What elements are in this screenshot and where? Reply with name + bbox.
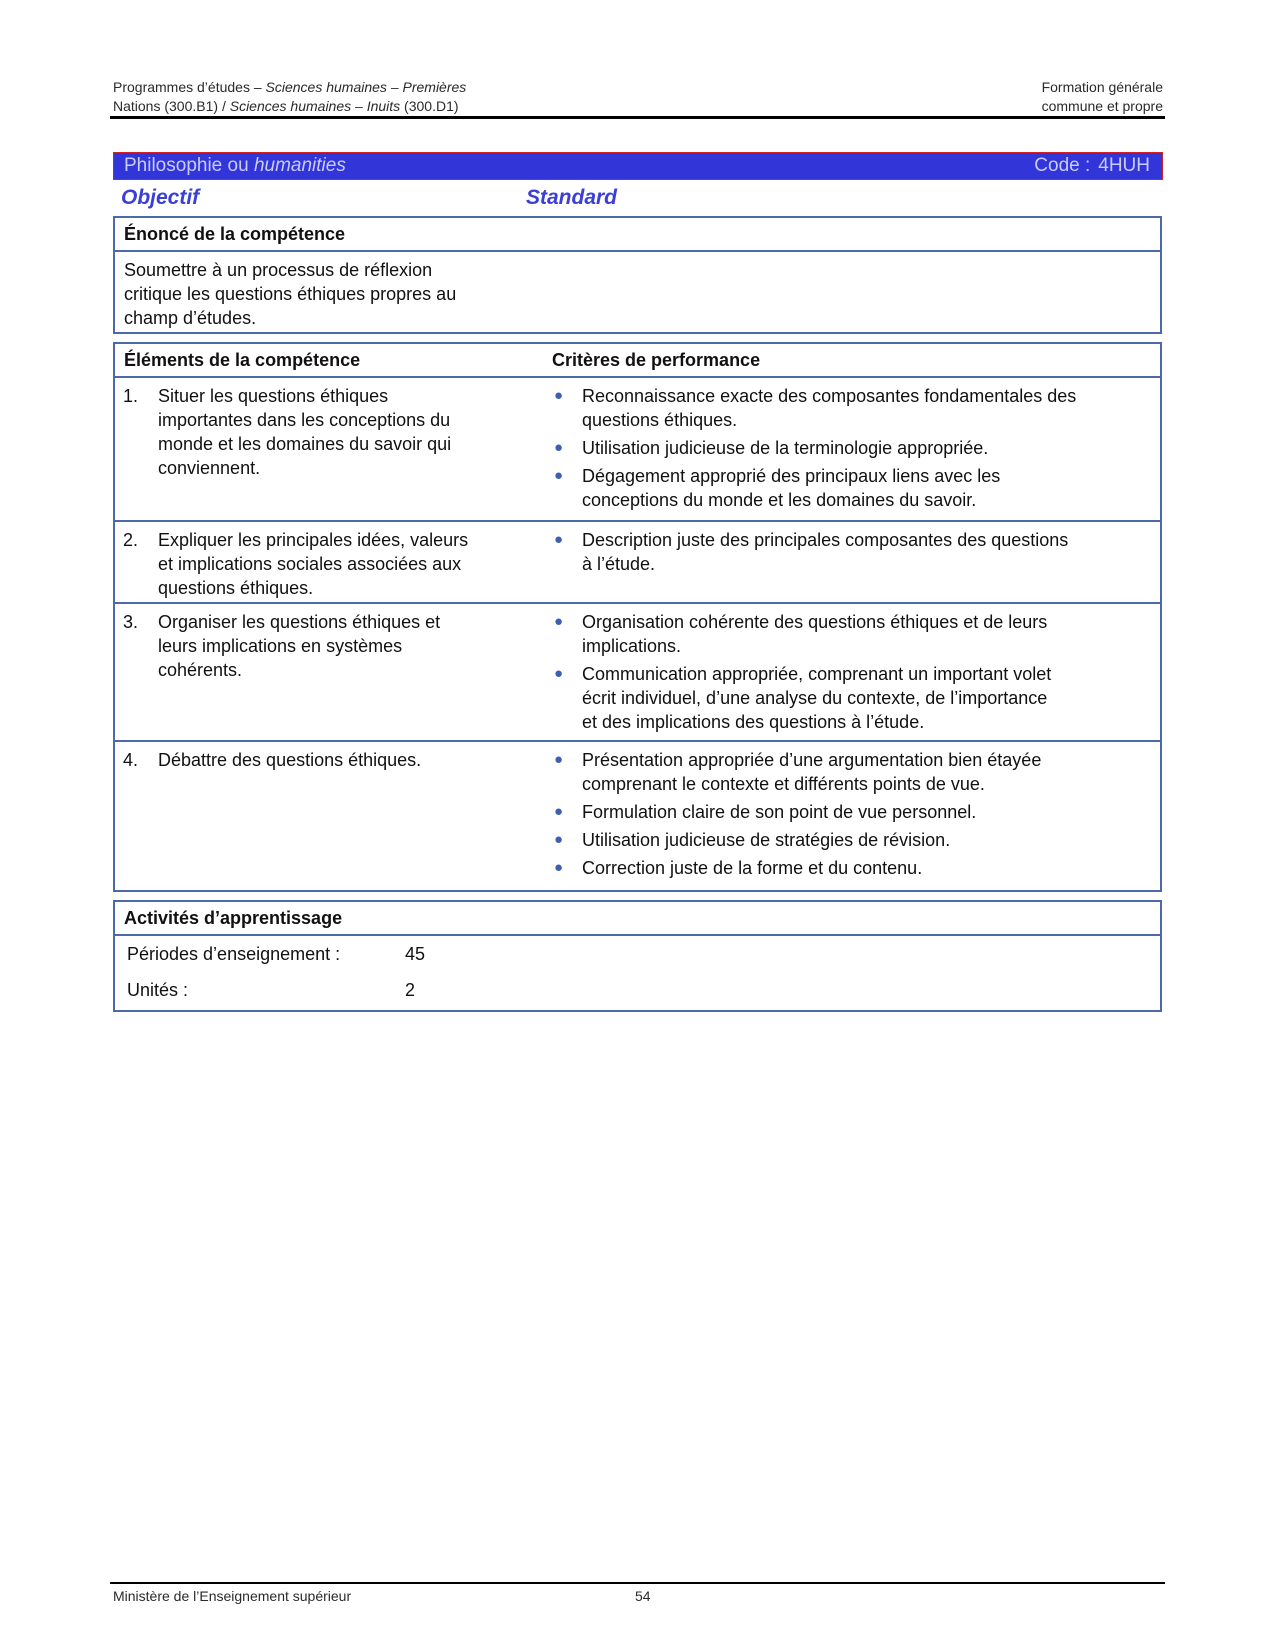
units-row — [115, 972, 1160, 1008]
element-number: 2. — [123, 530, 139, 550]
criterion-line: Utilisation judicieuse de stratégies de révision. — [582, 830, 951, 850]
standard-label: Standard — [526, 186, 618, 209]
element-line: Organiser les questions éthiques et — [158, 612, 441, 632]
competency-row — [115, 604, 1160, 742]
criterion — [552, 748, 1152, 796]
criterion-line: Dégagement approprié des principaux liens avec les — [582, 466, 1001, 486]
element-number: 4. — [123, 750, 139, 770]
statement-line: Soumettre à un processus de réflexion — [124, 260, 433, 280]
element-line: et implications sociales associées aux — [158, 554, 462, 574]
criterion-line: et des implications des questions à l’étude. — [582, 712, 925, 732]
element-line: Expliquer les principales idées, valeurs — [158, 530, 469, 550]
criterion — [552, 384, 1152, 432]
subject-connector: ou — [227, 155, 249, 176]
code-label: Code : — [1034, 155, 1091, 176]
header-l2-plain: Nations (300.B1) / — [113, 98, 230, 114]
criterion-line: à l’étude. — [582, 554, 656, 574]
criterion — [552, 528, 1152, 576]
criterion — [552, 464, 1152, 512]
criterion-line: écrit individuel, d’une analyse du contexte, de l’importance — [582, 688, 1048, 708]
statement-box — [113, 216, 1162, 334]
running-header — [113, 78, 1163, 116]
criteria-cell — [552, 610, 1152, 738]
criterion-line: Correction juste de la forme et du contenu. — [582, 858, 923, 878]
footer-rule — [110, 1582, 1165, 1584]
criterion — [552, 828, 1152, 852]
criterion — [552, 610, 1152, 658]
subject-alt-name: humanities — [253, 155, 346, 176]
header-l1-italic: Sciences humaines – Premières — [265, 79, 467, 95]
statement-line: critique les questions éthiques propres au — [124, 284, 457, 304]
criterion-line: comprenant le contexte et différents points de vue. — [582, 774, 985, 794]
criteria-cell — [552, 528, 1152, 580]
criterion-line: Communication appropriée, comprenant un important volet — [582, 664, 1052, 684]
header-l2-suffix: (300.D1) — [400, 98, 459, 114]
page-footer — [113, 1588, 653, 1604]
competency-header-row — [115, 344, 1160, 378]
bullet-icon: ● — [554, 439, 564, 456]
element-cell — [123, 384, 523, 480]
objective-standard-row — [113, 186, 1163, 212]
element-cell — [123, 748, 523, 772]
criterion-line: Formulation claire de son point de vue personnel. — [582, 802, 977, 822]
criterion — [552, 662, 1152, 734]
course-subject — [124, 155, 346, 177]
objective-label: Objectif — [121, 186, 200, 209]
activities-box — [113, 900, 1162, 1012]
criterion-line: Utilisation judicieuse de la terminologie appropriée. — [582, 438, 989, 458]
element-number: 3. — [123, 612, 139, 632]
bullet-icon: ● — [554, 387, 564, 404]
code-value: 4HUH — [1098, 155, 1150, 176]
competency-table — [113, 342, 1162, 892]
bullet-icon: ● — [554, 751, 564, 768]
elements-heading: Éléments de la compétence — [124, 350, 361, 370]
criterion-line: Présentation appropriée d’une argumentation bien étayée — [582, 750, 1042, 770]
subject-name: Philosophie — [124, 155, 223, 176]
units-label: Unités : — [127, 980, 189, 1000]
bullet-icon: ● — [554, 467, 564, 484]
page-number: 54 — [635, 1588, 651, 1604]
header-right-line2: commune et propre — [1041, 98, 1163, 114]
element-line: importantes dans les conceptions du — [158, 410, 451, 430]
criterion-line: implications. — [582, 636, 682, 656]
criterion-line: Organisation cohérente des questions éthiques et de leurs — [582, 612, 1048, 632]
bullet-icon: ● — [554, 665, 564, 682]
element-line: monde et les domaines du savoir qui — [158, 434, 452, 454]
element-line: questions éthiques. — [158, 578, 314, 598]
bullet-icon: ● — [554, 859, 564, 876]
criterion-line: questions éthiques. — [582, 410, 738, 430]
criterion — [552, 436, 1152, 460]
activities-heading: Activités d’apprentissage — [115, 902, 1160, 936]
criterion-line: conceptions du monde et les domaines du savoir. — [582, 490, 977, 510]
footer-ministry: Ministère de l’Enseignement supérieur — [113, 1588, 352, 1604]
bullet-icon: ● — [554, 803, 564, 820]
competency-row — [115, 522, 1160, 604]
header-rule — [110, 116, 1165, 119]
statement-body — [115, 252, 1160, 336]
element-line: Situer les questions éthiques — [158, 386, 389, 406]
units-value: 2 — [405, 980, 416, 1000]
element-line: leurs implications en systèmes — [158, 636, 403, 656]
course-code — [1034, 155, 1150, 177]
criteria-cell — [552, 748, 1152, 884]
criterion-line: Description juste des principales composantes des questions — [582, 530, 1069, 550]
element-line: Débattre des questions éthiques. — [158, 750, 422, 770]
criterion — [552, 800, 1152, 824]
bullet-icon: ● — [554, 531, 564, 548]
criteria-cell — [552, 384, 1152, 516]
competency-row — [115, 742, 1160, 890]
header-title-line1 — [113, 78, 466, 97]
element-cell — [123, 528, 523, 600]
header-right-line1: Formation générale — [1041, 79, 1163, 95]
element-number: 1. — [123, 386, 139, 406]
header-l2-italic: Sciences humaines – Inuits — [229, 98, 401, 114]
criteria-heading: Critères de performance — [552, 350, 761, 370]
header-title-line2 — [113, 97, 459, 116]
criterion — [552, 856, 1152, 880]
bullet-icon: ● — [554, 831, 564, 848]
periods-value: 45 — [405, 944, 426, 964]
statement-line: champ d’études. — [124, 308, 257, 328]
competency-row — [115, 378, 1160, 522]
periods-label: Périodes d’enseignement : — [127, 944, 341, 964]
criterion-line: Reconnaissance exacte des composantes fondamentales des — [582, 386, 1077, 406]
statement-heading: Énoncé de la compétence — [115, 218, 1160, 252]
periods-row — [115, 936, 1160, 972]
element-cell — [123, 610, 523, 682]
header-l1-plain: Programmes d’études – — [113, 79, 266, 95]
element-line: conviennent. — [158, 458, 261, 478]
element-line: cohérents. — [158, 660, 243, 680]
course-banner — [113, 152, 1163, 180]
bullet-icon: ● — [554, 613, 564, 630]
